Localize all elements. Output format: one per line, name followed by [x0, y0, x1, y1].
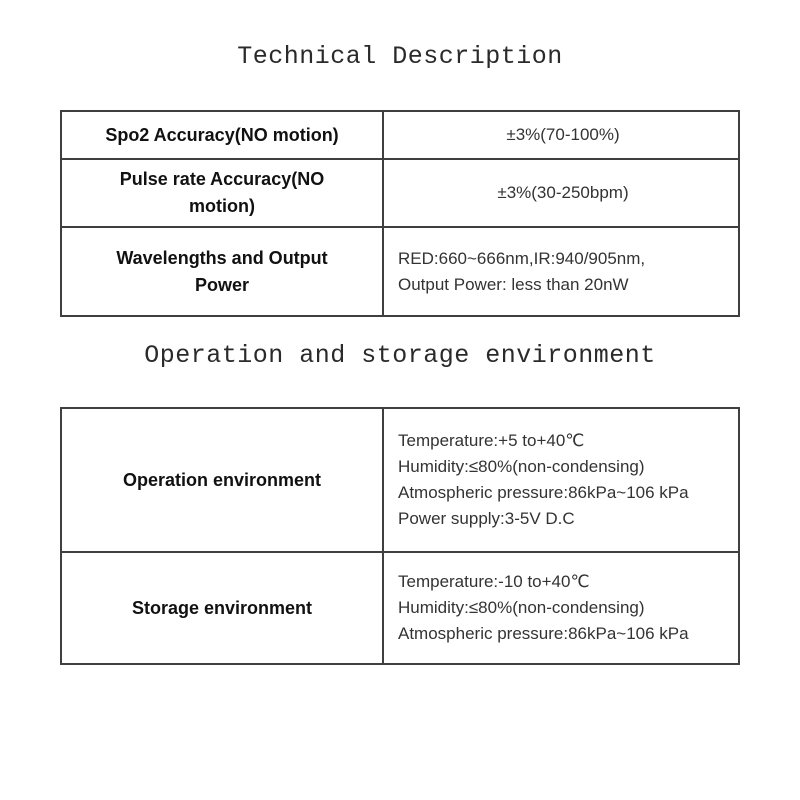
spec-label-spo2-accuracy: Spo2 Accuracy(NO motion) [61, 111, 383, 159]
spec-value-storage-environment [383, 552, 739, 664]
spec-label-pulse-rate-accuracy: Pulse rate Accuracy(NO motion) [61, 159, 383, 227]
section-title-operation-storage-environment: Operation and storage environment [144, 341, 656, 370]
table-row [61, 408, 739, 552]
spec-value-line: Atmospheric pressure:86kPa~106 kPa [398, 483, 689, 502]
spec-value-line: ±3%(70-100%) [506, 125, 620, 144]
spec-value-line: Atmospheric pressure:86kPa~106 kPa [398, 624, 689, 643]
spec-label-wavelengths-output-power: Wavelengths and Output Power [61, 227, 383, 316]
spec-value-line: Temperature:-10 to+40℃ [398, 572, 590, 591]
spec-value-wavelengths-output-power [383, 227, 739, 316]
spec-label-storage-environment: Storage environment [61, 552, 383, 664]
environment-table [60, 407, 740, 665]
spec-value-line: RED:660~666nm,IR:940/905nm, [398, 248, 646, 268]
section-title-technical-description: Technical Description [237, 42, 563, 71]
spec-value-spo2-accuracy [383, 111, 739, 159]
spec-value-line: Power supply:3-5V D.C [398, 509, 575, 528]
spec-value-line: Temperature:+5 to+40℃ [398, 431, 585, 450]
table-row [61, 159, 739, 227]
spec-value-operation-environment [383, 408, 739, 552]
spec-value-line: Humidity:≤80%(non-condensing) [398, 457, 645, 476]
table-row [61, 552, 739, 664]
spec-value-line: Output Power: less than 20nW [398, 274, 629, 294]
spec-value-line: Humidity:≤80%(non-condensing) [398, 598, 645, 617]
spec-value-line: ±3%(30-250bpm) [497, 183, 629, 202]
table-row [61, 227, 739, 316]
spec-value-pulse-rate-accuracy [383, 159, 739, 227]
spec-label-operation-environment: Operation environment [61, 408, 383, 552]
table-row [61, 111, 739, 159]
technical-description-table [60, 110, 740, 317]
